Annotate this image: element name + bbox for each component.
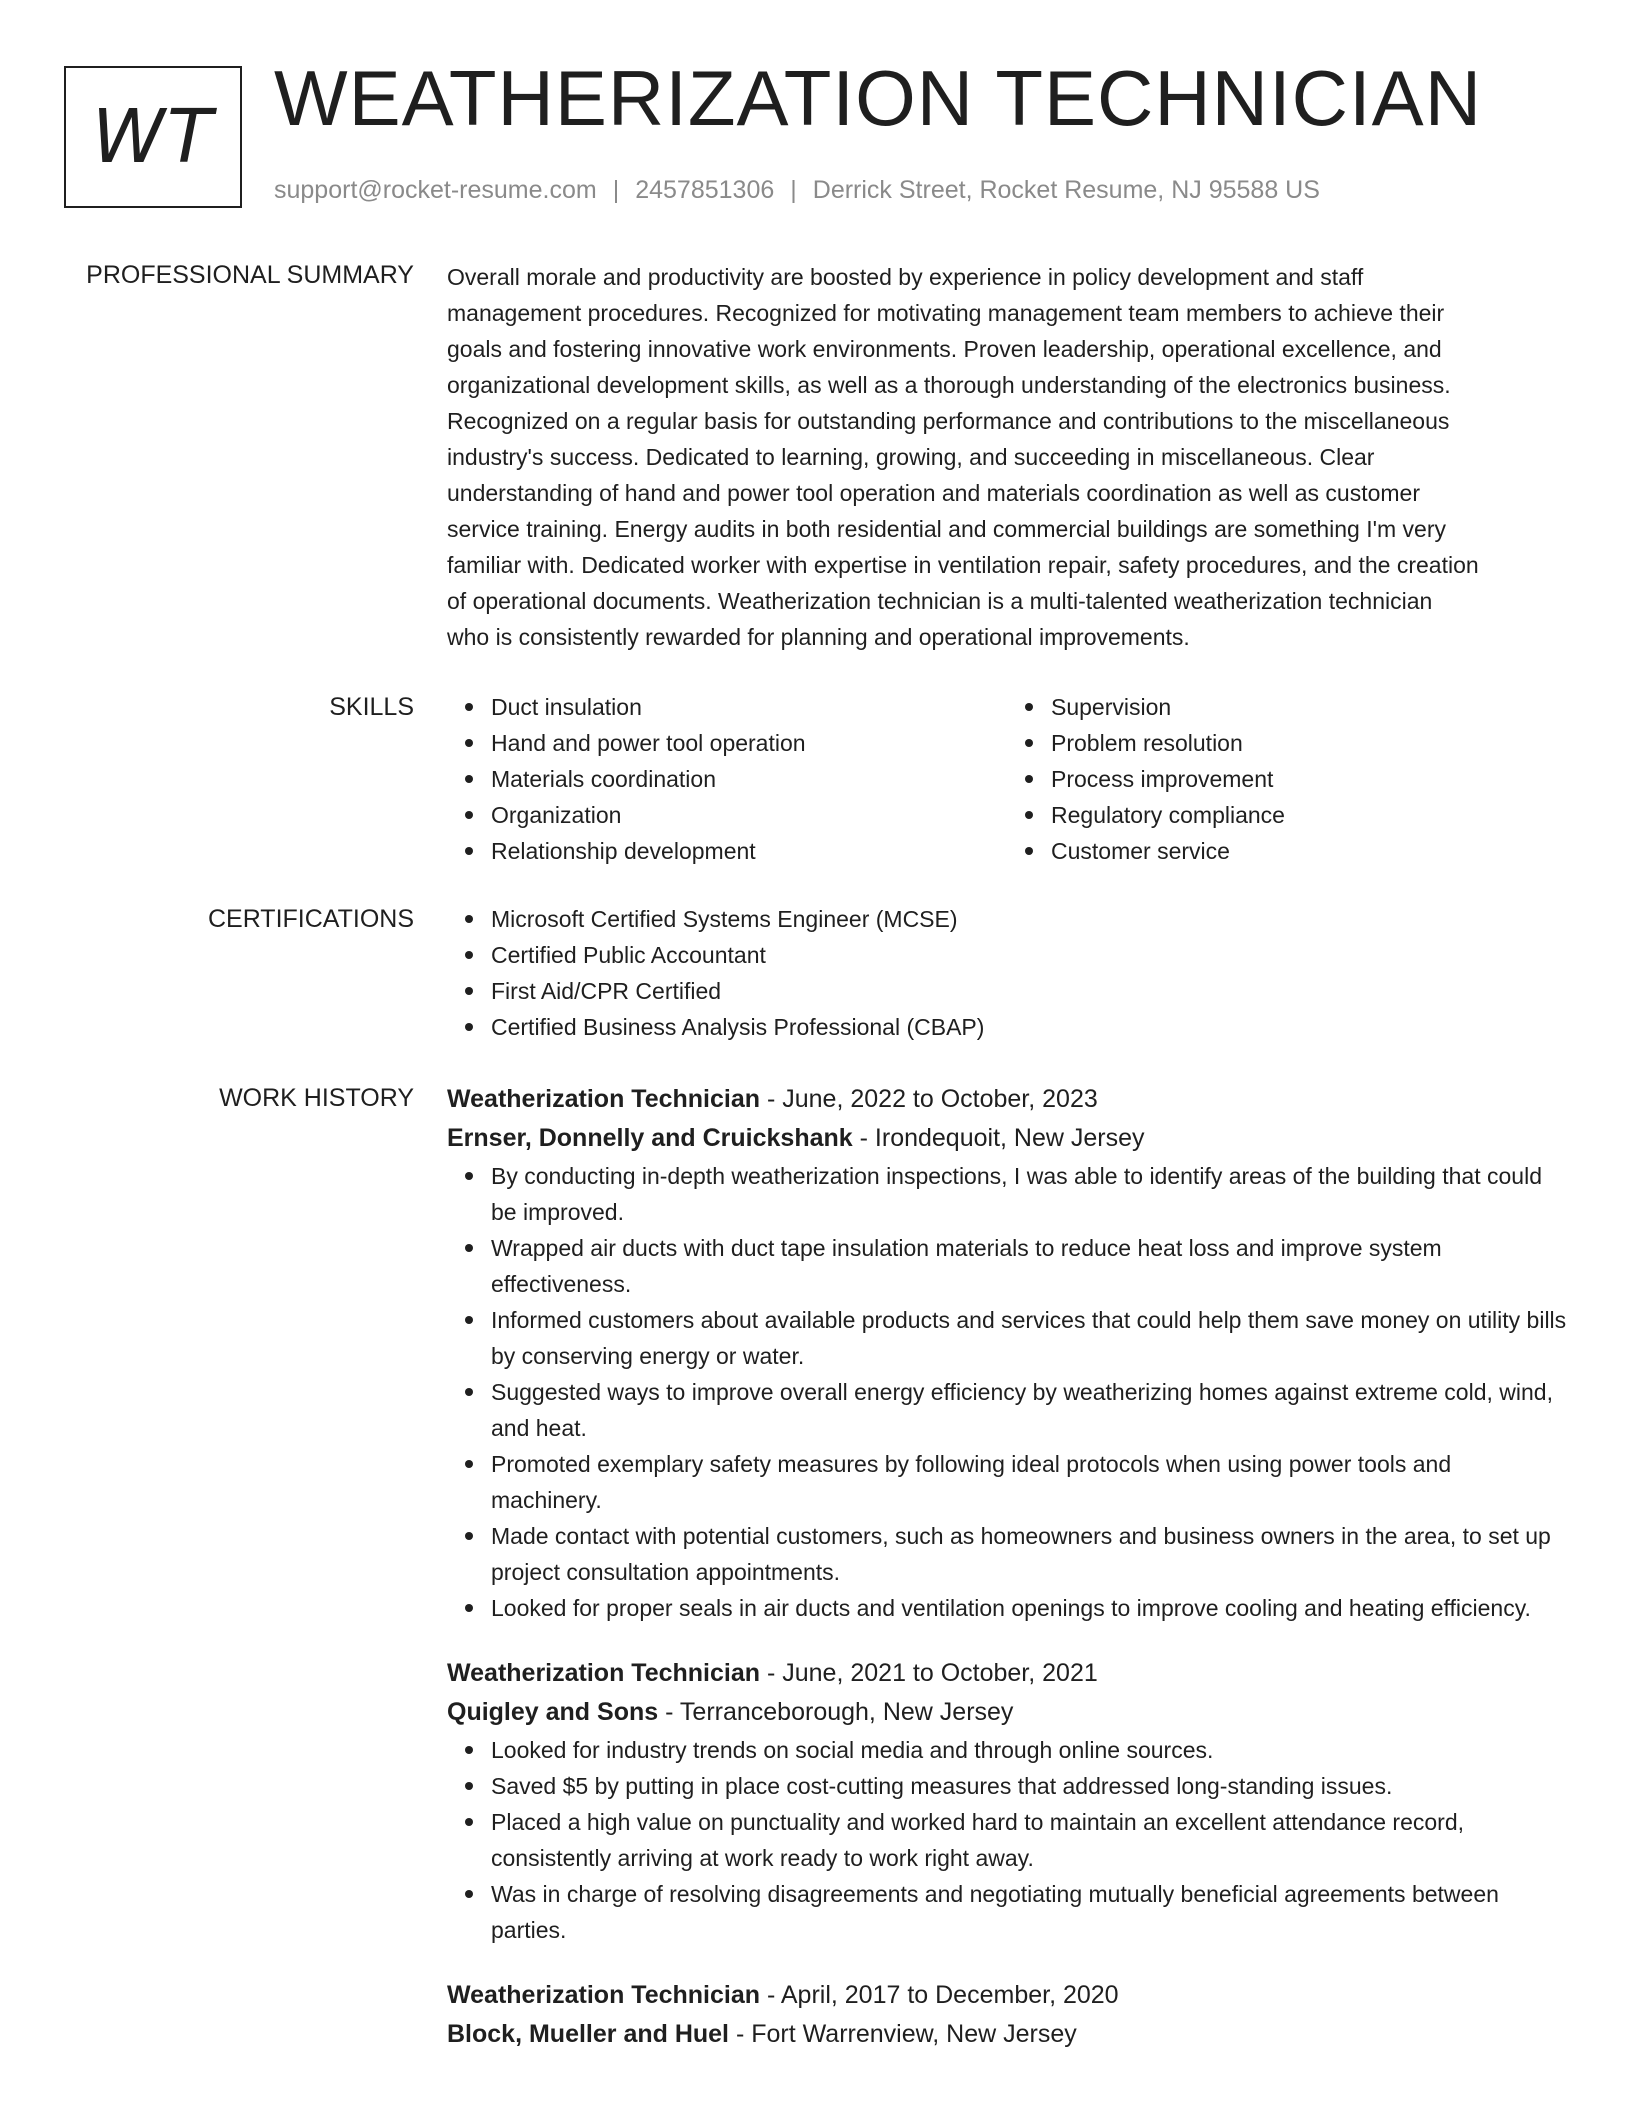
contact-line — [274, 174, 1320, 206]
job-company: Quigley and Sons — [447, 1698, 659, 1726]
list-item: Looked for industry trends on social media and through online sources. — [491, 1732, 1567, 1768]
list-item: Was in charge of resolving disagreements and negotiating mutually beneficial agreements between parties. — [491, 1876, 1567, 1948]
list-item: Materials coordination — [491, 761, 1007, 797]
summary-line: organizational development skills, as well as a thorough understanding of the electronics business. — [447, 372, 1451, 398]
job-location: - Irondequoit, New Jersey — [852, 1124, 1145, 1152]
summary-line: of operational documents. Weatherization technician is a multi-talented weatherization technician — [447, 588, 1433, 614]
job-dates: - June, 2021 to October, 2021 — [760, 1659, 1098, 1687]
list-item: Hand and power tool operation — [491, 725, 1007, 761]
list-item: Relationship development — [491, 833, 1007, 869]
list-item: Made contact with potential customers, such as homeowners and business owners in the area, to set up project consultation appointments. — [491, 1518, 1567, 1590]
job-dates: - April, 2017 to December, 2020 — [760, 1981, 1119, 2009]
job-company: Ernser, Donnelly and Cruickshank — [447, 1124, 853, 1152]
list-item: Certified Business Analysis Professional (CBAP) — [491, 1009, 1567, 1045]
list-item: First Aid/CPR Certified — [491, 973, 1567, 1009]
contact-phone[interactable]: 2457851306 — [635, 176, 775, 204]
job-title: Weatherization Technician — [447, 1085, 761, 1113]
list-item: Certified Public Accountant — [491, 937, 1567, 973]
list-item: Problem resolution — [1051, 725, 1567, 761]
job-title: Weatherization Technician — [447, 1659, 761, 1687]
job-company-line — [447, 1693, 1567, 1732]
list-item: Supervision — [1051, 689, 1567, 725]
contact-address: Derrick Street, Rocket Resume, NJ 95588 US — [812, 176, 1320, 204]
summary-line: management procedures. Recognized for motivating management team members to achieve their — [447, 300, 1445, 326]
list-item: By conducting in-depth weatherization inspections, I was able to identify areas of the building that could be improved. — [491, 1158, 1567, 1230]
list-item: Regulatory compliance — [1051, 797, 1567, 833]
summary-line: Overall morale and productivity are boosted by experience in policy development and staff — [447, 264, 1364, 290]
job-title-line — [447, 1080, 1567, 1119]
job-bullets — [447, 1732, 1567, 1948]
job-company: Block, Mueller and Huel — [447, 2020, 730, 2048]
list-item: Suggested ways to improve overall energy efficiency by weatherizing homes against extreme cold, wind, and heat. — [491, 1374, 1567, 1446]
job-company-line — [447, 1119, 1567, 1158]
list-item: Informed customers about available products and services that could help them save money on utility bills by conserving energy or water. — [491, 1302, 1567, 1374]
list-item: Promoted exemplary safety measures by following ideal protocols when using power tools and machinery. — [491, 1446, 1567, 1518]
list-item: Wrapped air ducts with duct tape insulation materials to reduce heat loss and improve system effectiveness. — [491, 1230, 1567, 1302]
job-title: Weatherization Technician — [447, 1981, 761, 2009]
list-item: Organization — [491, 797, 1007, 833]
certifications-list — [447, 901, 1567, 1045]
list-item: Microsoft Certified Systems Engineer (MCSE) — [491, 901, 1567, 937]
skills-column-right — [1007, 689, 1567, 869]
job-location: - Terranceborough, New Jersey — [658, 1698, 1014, 1726]
summary-line: familiar with. Dedicated worker with expertise in ventilation repair, safety procedures, and the creation — [447, 552, 1479, 578]
section-heading-work-history: WORK HISTORY — [219, 1084, 414, 1112]
list-item: Duct insulation — [491, 689, 1007, 725]
section-heading-summary: PROFESSIONAL SUMMARY — [86, 261, 414, 289]
summary-line: who is consistently rewarded for planning and operational improvements. — [447, 624, 1190, 650]
list-item: Looked for proper seals in air ducts and ventilation openings to improve cooling and heating efficiency. — [491, 1590, 1567, 1626]
job-entry — [447, 1080, 1567, 1626]
list-item: Customer service — [1051, 833, 1567, 869]
job-entry — [447, 1654, 1567, 1948]
summary-text — [447, 259, 1567, 655]
contact-email[interactable]: support@rocket-resume.com — [274, 176, 597, 204]
skills-list — [447, 689, 1567, 869]
monogram-box — [64, 66, 242, 208]
job-title-line — [447, 1976, 1567, 2015]
monogram-initials: WT — [91, 94, 215, 180]
job-entry — [447, 1976, 1567, 2054]
summary-line: understanding of hand and power tool operation and materials coordination as well as customer — [447, 480, 1420, 506]
list-item: Saved $5 by putting in place cost-cutting measures that addressed long-standing issues. — [491, 1768, 1567, 1804]
job-dates: - June, 2022 to October, 2023 — [760, 1085, 1098, 1113]
certifications-bullets — [447, 901, 1567, 1045]
contact-separator: | — [612, 176, 620, 204]
summary-line: Recognized on a regular basis for outstanding performance and contributions to the miscellaneous — [447, 408, 1450, 434]
summary-line: service training. Energy audits in both residential and commercial buildings are something I'm very — [447, 516, 1446, 542]
section-heading-certifications: CERTIFICATIONS — [207, 905, 414, 933]
job-title-line — [447, 1654, 1567, 1693]
job-location: - Fort Warrenview, New Jersey — [729, 2020, 1077, 2048]
skills-column-left — [447, 689, 1007, 869]
job-bullets — [447, 1158, 1567, 1626]
summary-line: goals and fostering innovative work environments. Proven leadership, operational excellence, and — [447, 336, 1442, 362]
list-item: Process improvement — [1051, 761, 1567, 797]
job-company-line — [447, 2015, 1567, 2054]
contact-separator: | — [790, 176, 797, 204]
work-history-list — [447, 1080, 1567, 2082]
section-heading-skills: SKILLS — [329, 693, 414, 721]
summary-line: industry's success. Dedicated to learning, growing, and succeeding in miscellaneous. Clear — [447, 444, 1375, 470]
list-item: Placed a high value on punctuality and worked hard to maintain an excellent attendance record, consistently arriving at work ready to work right away. — [491, 1804, 1567, 1876]
resume-title: WEATHERIZATION TECHNICIAN — [274, 54, 1483, 142]
